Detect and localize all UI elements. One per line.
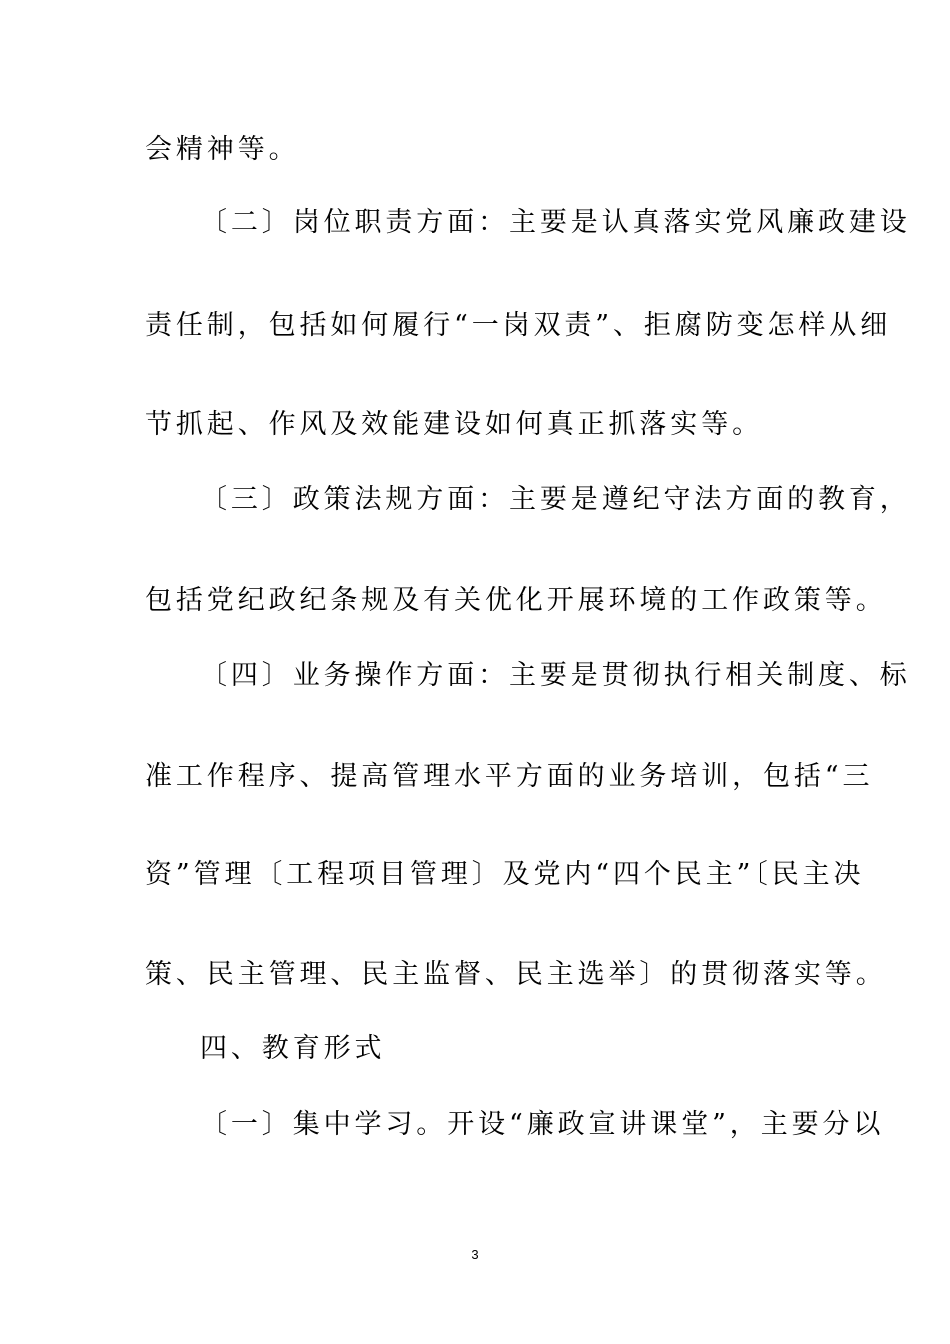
text-line: 〔二〕岗位职责方面：主要是认真落实党风廉政建设 [200,207,911,238]
text-line: 策、民主管理、民主监督、民主选举〕的贯彻落实等。 [145,959,887,990]
text-line: 〔四〕业务操作方面：主要是贯彻执行相关制度、标 [200,660,911,691]
text-line: 〔三〕政策法规方面：主要是遵纪守法方面的教育， [200,484,911,515]
text-line: 责任制，包括如何履行“一岗双责”、拒腐防变怎样从细 [145,310,892,341]
text-line: 资”管理〔工程项目管理〕及党内“四个民主”〔民主决 [145,859,865,890]
text-line: 会精神等。 [145,134,300,165]
text-line: 准工作程序、提高管理水平方面的业务培训，包括“三 [145,761,874,792]
text-line: 〔一〕集中学习。开设“廉政宣讲课堂”，主要分以 [200,1109,885,1140]
text-line: 节抓起、作风及效能建设如何真正抓落实等。 [145,409,763,440]
text-line: 包括党纪政纪条规及有关优化开展环境的工作政策等。 [145,585,887,616]
section-heading: 四、教育形式 [200,1033,386,1064]
page-number: 3 [471,1247,479,1262]
